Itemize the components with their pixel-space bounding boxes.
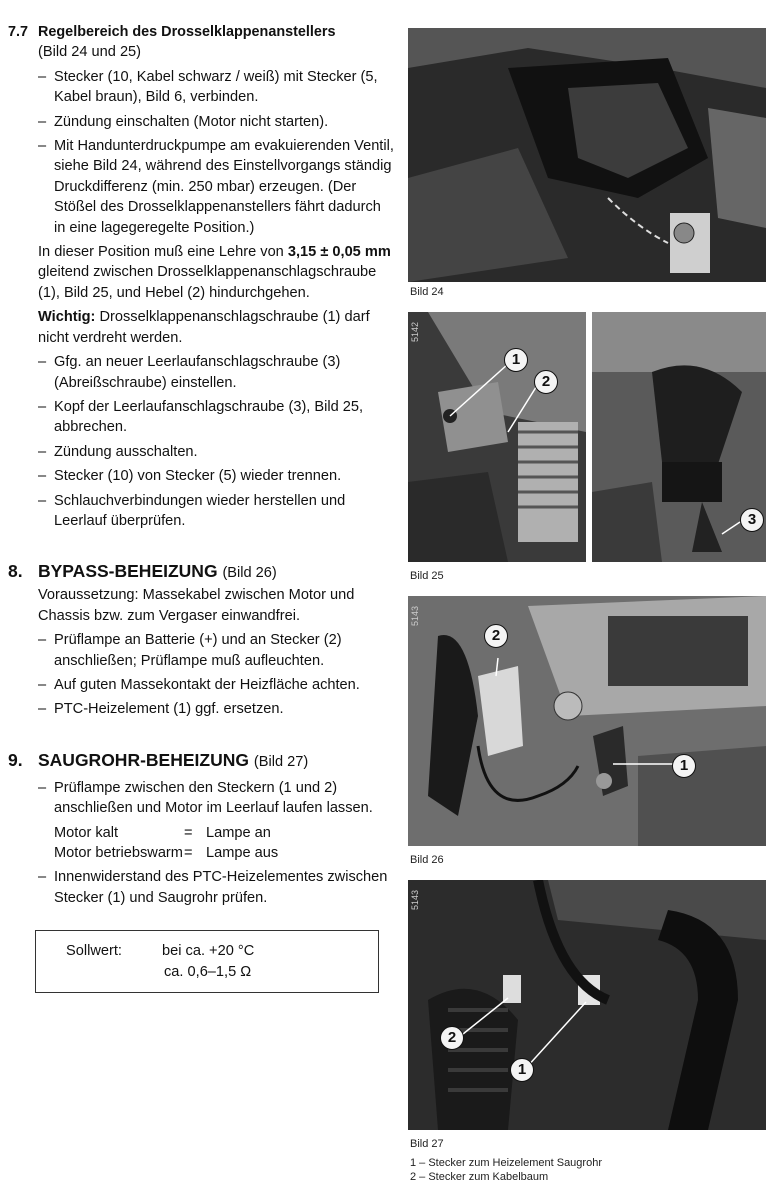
list-item: – Zündung ausschalten.	[38, 442, 396, 462]
section-number: 9.	[8, 749, 23, 770]
photo-code: 5143	[410, 606, 420, 627]
list-item: – Innenwiderstand des PTC-Heizelementes zwischen Stecker (1) und Saugrohr prüfen.	[38, 867, 396, 908]
caption-bild-27: Bild 27	[410, 1138, 444, 1150]
section-number: 8.	[8, 561, 23, 582]
section-intro: Voraussetzung: Massekabel zwischen Motor und Chassis bzw. zum Vergaser einwandfrei.	[38, 587, 355, 624]
para-text: gleitend zwischen Drosselklappenanschlagschraube (1), Bild 25, und Hebel (2) hindurchgehen.	[38, 264, 377, 301]
steps-list-b	[38, 352, 396, 531]
gauge-value: 3,15 ± 0,05 mm	[287, 244, 391, 261]
section-9-heading	[8, 748, 396, 774]
marker-2: 2	[484, 624, 508, 648]
legend-item: 1 – Stecker zum Heizelement Saugrohr	[410, 1157, 602, 1169]
sollwert-resistance: ca. 0,6–1,5 Ω	[164, 963, 252, 980]
equals-sign: =	[184, 845, 193, 861]
section-title: SAUGROHR-BEHEIZUNG	[38, 749, 249, 770]
section-ref: (Bild 27)	[253, 753, 309, 770]
lamp-result: Lampe an	[206, 824, 271, 841]
marker-3: 3	[740, 508, 764, 532]
photo-code: 5143	[410, 890, 420, 911]
marker-1: 1	[504, 348, 528, 372]
photo-bild-27	[408, 880, 766, 1130]
steps-list	[38, 778, 396, 819]
section-7-7-heading	[8, 22, 396, 42]
list-item: – Zündung einschalten (Motor nicht starten).	[38, 112, 396, 132]
section-8-heading	[8, 559, 396, 585]
marker-1: 1	[672, 754, 696, 778]
sollwert-temp: bei ca. +20 °C	[162, 943, 255, 960]
photo-bild-24	[408, 28, 766, 282]
section-ref: (Bild 26)	[222, 565, 277, 582]
legend-item: 2 – Stecker zum Kabelbaum	[410, 1171, 549, 1183]
steps-list	[38, 630, 396, 720]
gauge-paragraph	[38, 242, 396, 303]
note-label: Wichtig:	[38, 309, 96, 326]
marker-2: 2	[534, 370, 558, 394]
sollwert-label: Sollwert:	[66, 943, 122, 960]
photo-bild-25-right	[592, 312, 766, 562]
note-text: Drosselklappenanschlagschraube (1) darf nicht verdreht werden.	[38, 309, 370, 346]
lamp-result: Lampe aus	[206, 845, 279, 861]
para-text: In dieser Position muß eine Lehre von	[38, 244, 284, 261]
lamp-condition: Motor kalt	[54, 824, 119, 841]
list-item: – PTC-Heizelement (1) ggf. ersetzen.	[38, 699, 396, 719]
section-title: Regelbereich des Drosselklappenanstellers	[38, 24, 336, 40]
carburetor-photo-24	[408, 28, 766, 282]
legend-bild-27	[410, 1156, 602, 1184]
lamp-table	[38, 823, 396, 864]
photo-bild-25-left	[408, 312, 586, 562]
sollwert-box	[35, 930, 379, 993]
lamp-condition: Motor betriebswarm	[54, 845, 183, 861]
list-item: – Schlauchverbindungen wieder herstellen und Leerlauf überprüfen.	[38, 491, 396, 532]
section-ref: (Bild 24 und 25)	[38, 44, 142, 61]
photo-code: 5142	[410, 322, 420, 343]
caption-bild-24: Bild 24	[410, 286, 444, 298]
list-item: – Prüflampe an Batterie (+) und an Stecker (2) anschließen; Prüflampe muß aufleuchten.	[38, 630, 396, 671]
section-title: BYPASS-BEHEIZUNG	[38, 561, 218, 582]
list-item: – Stecker (10) von Stecker (5) wieder trennen.	[38, 466, 396, 486]
list-item: – Mit Handunterdruckpumpe am evakuierenden Ventil, siehe Bild 24, während des Einstellvorgangs ständig Druckdifferenz (min. 250 mbar) erzeugen. (Der Stößel des Drosselklappenanstellers fährt dadurch in eine lagegeregelte Position.)	[38, 136, 396, 238]
equals-sign: =	[184, 824, 193, 841]
steps-list	[38, 867, 396, 908]
photo-bild-26	[408, 596, 766, 846]
steps-list-a	[38, 67, 396, 238]
list-item: – Prüflampe zwischen den Steckern (1 und 2) anschließen und Motor im Leerlauf laufen lassen.	[38, 778, 396, 819]
carburetor-photo-25a	[408, 312, 586, 562]
section-number: 7.7	[8, 24, 29, 40]
list-item: – Kopf der Leerlaufanschlagschraube (3), Bild 25, abbrechen.	[38, 397, 396, 438]
engine-photo-27	[408, 880, 766, 1130]
note-paragraph	[38, 307, 396, 348]
list-item: – Auf guten Massekontakt der Heizfläche achten.	[38, 675, 396, 695]
text-column	[8, 22, 396, 993]
list-item: – Stecker (10, Kabel schwarz / weiß) mit Stecker (5, Kabel braun), Bild 6, verbinden.	[38, 67, 396, 108]
marker-1: 1	[510, 1058, 534, 1082]
caption-bild-26: Bild 26	[410, 854, 444, 866]
caption-bild-25: Bild 25	[410, 570, 444, 582]
marker-2: 2	[440, 1026, 464, 1050]
list-item: – Gfg. an neuer Leerlaufanschlagschraube (3) (Abreißschraube) einstellen.	[38, 352, 396, 393]
carburetor-photo-26	[408, 596, 766, 846]
